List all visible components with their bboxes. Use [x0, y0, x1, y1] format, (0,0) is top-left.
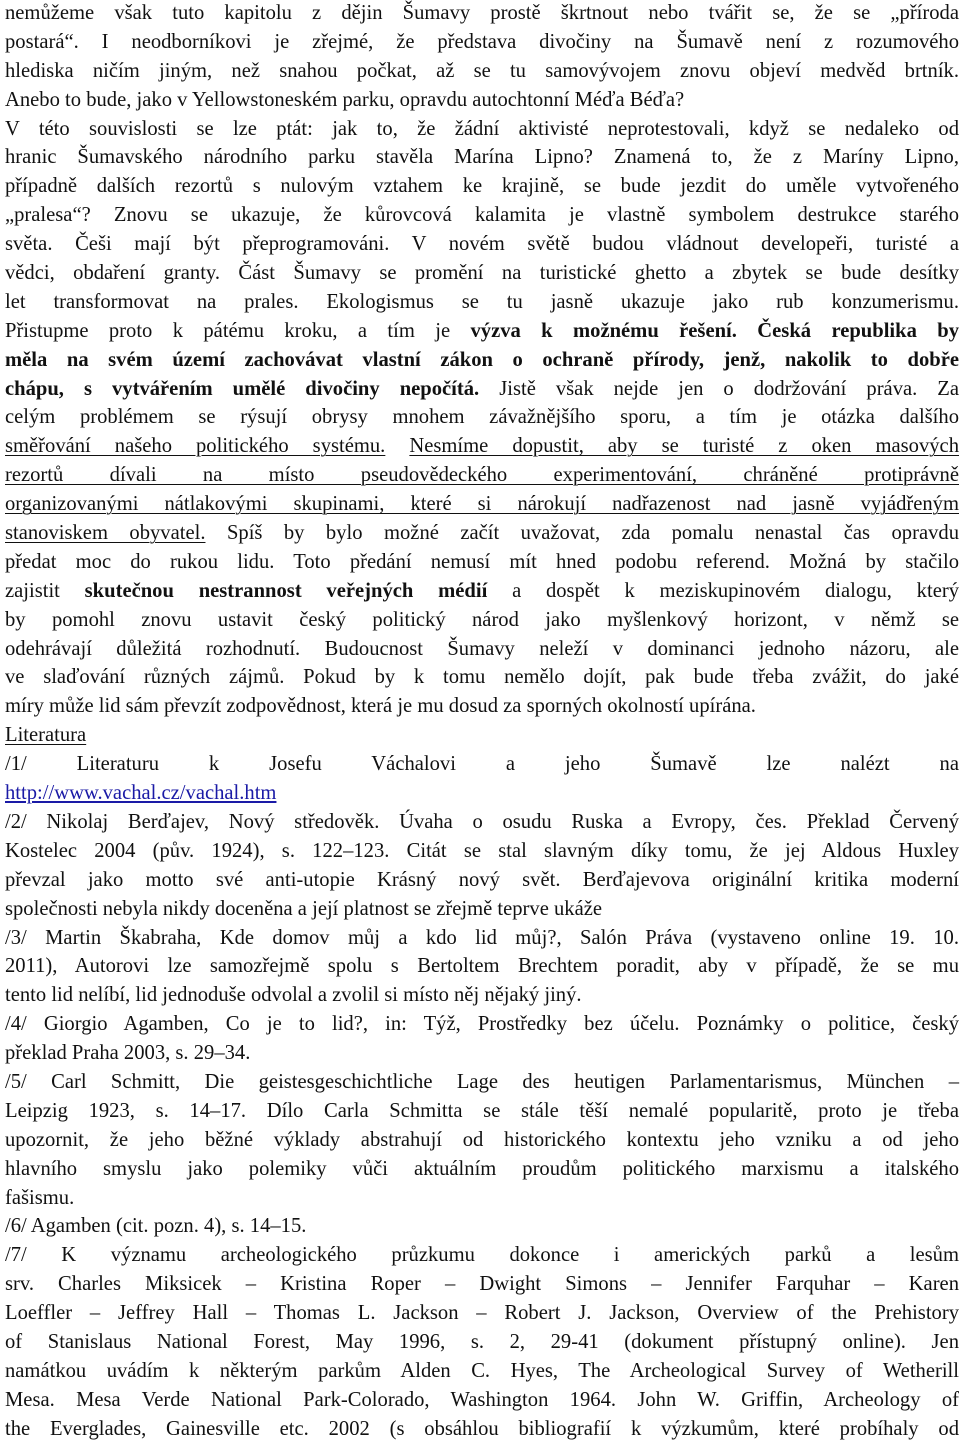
- text-line: [5, 606, 959, 635]
- text-line: [5, 375, 959, 404]
- text-segment: hlavního smyslu jako polemiky vůči aktuálním proudům politického marxismu a italského: [5, 1157, 959, 1180]
- text-line: [5, 1039, 959, 1068]
- text-segment: hlediska ničím jiným, než snahou počkat, až se tu samovývojem znovu objeví medvěd brtník.: [5, 59, 959, 82]
- text-segment: 2011), Autorovi lze samozřejmě spolu s Bertoltem Brechtem poradit, aby v případě, že se mu: [5, 955, 959, 978]
- text-segment: /5/ Carl Schmitt, Die geistesgeschichtliche Lage des heutigen Parlamentarismus, München –: [5, 1070, 959, 1093]
- underlined-text: směřování našeho politického systému.: [5, 435, 386, 458]
- text-segment: odehrávají důležitá rozhodnutí. Budoucnost Šumavy neleží v dominanci jednoho názoru, ale: [5, 637, 959, 660]
- text-segment: fašismu.: [5, 1186, 75, 1209]
- text-line: [5, 721, 959, 750]
- text-line: [5, 635, 959, 664]
- text-segment: the Everglades, Gainesville etc. 2002 (s obsáhlou bibliografií k výzkumům, které probíhaly od: [5, 1417, 959, 1440]
- text-segment: Leipzig 1923, s. 14–17. Dílo Carla Schmitta se stále těší nemalé popularitě, proto je třeba: [5, 1099, 959, 1122]
- text-segment: namátkou uvádím k některým parkům Alden C. Hyes, The Archeological Survey of Wetherill: [5, 1359, 959, 1382]
- text-segment: upozornit, že jeho běžné výklady abstrahují od historického kontextu jeho vzniku a od jeho: [5, 1128, 959, 1151]
- text-segment: vědci, obdaření granty. Část Šumavy se promění na turistické ghetto a zbytek se bude desítky: [5, 262, 959, 285]
- text-line: [5, 201, 959, 230]
- text-line: [5, 663, 959, 692]
- text-line: [5, 577, 959, 606]
- text-line: [5, 692, 959, 721]
- text-segment: /6/ Agamben (cit. pozn. 4), s. 14–15.: [5, 1215, 307, 1238]
- text-line: [5, 895, 959, 924]
- text-line: [5, 172, 959, 201]
- text-line: [5, 317, 959, 346]
- text-line: [5, 1415, 959, 1444]
- underlined-text: Nesmíme dopustit, aby se turisté z oken masových: [409, 435, 959, 458]
- text-line: [5, 1299, 959, 1328]
- text-segment: míry může lid sám převzít zodpovědnost, která je mu dosud za sporných okolností upírána.: [5, 695, 756, 718]
- text-segment: by pomohl znovu ustavit český politický národ jako myšlenkový horizont, v němž se: [5, 608, 959, 631]
- text-segment: převzal jako motto své anti-utopie Krásný nový svět. Berďajevova originální kritika moderní: [5, 868, 959, 891]
- underlined-text: stanoviskem obyvatel.: [5, 522, 206, 545]
- text-line: [5, 432, 959, 461]
- bold-text: Česká republika by: [757, 319, 960, 342]
- text-line: [5, 230, 959, 259]
- text-line: [5, 1357, 959, 1386]
- text-segment: Loeffler – Jeffrey Hall – Thomas L. Jackson – Robert J. Jackson, Overview of the Prehistory: [5, 1302, 959, 1325]
- text-line: [5, 1010, 959, 1039]
- text-segment: /3/ Martin Škabraha, Kde domov můj a kdo lid můj?, Salón Práva (vystaveno online 19. 10.: [5, 926, 959, 949]
- text-segment: let transformovat na prales. Ekologismus se tu jasně ukazuje jako rub konzumerismu.: [5, 290, 959, 313]
- text-line: [5, 1126, 959, 1155]
- underlined-text: rezortů dívali na místo pseudovědeckého experimentování, chráněné protiprávně: [5, 464, 959, 487]
- underlined-text: organizovanými nátlakovými skupinami, které si nárokují nadřazenost nad jasně vyjádřeným: [5, 493, 959, 516]
- text-line: [5, 808, 959, 837]
- text-segment: Anebo to bude, jako v Yellowstoneském parku, opravdu autochtonní Méďa Béďa?: [5, 88, 685, 111]
- text-line: [5, 779, 959, 808]
- text-segment: předat moc do rukou lidu. Toto předání nemusí mít hned podobu referend. Možná by stačilo: [5, 550, 959, 573]
- text-segment: /2/ Nikolaj Berďajev, Nový středověk. Úvaha o osudu Ruska a Evropy, čes. Překlad Červený: [5, 810, 959, 833]
- text-segment: zajistit: [5, 579, 85, 602]
- text-segment: Přistupme proto k pátému kroku, a tím je: [5, 319, 471, 342]
- text-line: [5, 259, 959, 288]
- text-segment: [385, 435, 409, 457]
- text-line: [5, 1155, 959, 1184]
- bold-text: chápu, s vytvářením umělé divočiny nepočítá.: [5, 377, 480, 400]
- text-segment: Spíš by bylo možné začít uvažovat, zda pomalu nenastal čas opravdu: [205, 522, 959, 545]
- text-segment: a dospět k meziskupinovém dialogu, který: [487, 579, 959, 602]
- text-segment: Jistě však nejde jen o dodržování práva. Za: [479, 377, 960, 400]
- text-segment: tento lid nelíbí, lid jednoduše odvolal a zvolil si místo něj nějaký jiný.: [5, 984, 582, 1007]
- text-line: [5, 1212, 959, 1241]
- text-line: [5, 28, 959, 57]
- text-line: [5, 1184, 959, 1213]
- text-line: [5, 461, 959, 490]
- underlined-text: Literatura: [5, 724, 87, 747]
- text-segment: /7/ K významu archeologického průzkumu dokonce i amerických parků a lesům: [5, 1244, 959, 1267]
- text-line: [5, 1241, 959, 1270]
- text-line: [5, 288, 959, 317]
- text-line: [5, 1068, 959, 1097]
- text-line: [5, 346, 959, 375]
- text-line: [5, 952, 959, 981]
- hyperlink[interactable]: http://www.vachal.cz/vachal.htm: [5, 782, 277, 805]
- text-segment: srv. Charles Miksicek – Kristina Roper – Dwight Simons – Jennifer Farquhar – Karen: [5, 1273, 959, 1296]
- text-segment: společnosti nebyla nikdy doceněna a její platnost se zřejmě teprve ukáže: [5, 897, 602, 920]
- text-line: [5, 1097, 959, 1126]
- text-segment: postará“. I neodborníkovi je zřejmé, že představa divočiny na Šumavě není z rozumového: [5, 30, 959, 53]
- text-line: [5, 519, 959, 548]
- bold-text: měla na svém území zachovávat vlastní zákon o ochraně přírody, jenž, nakolik to dobře: [5, 348, 959, 371]
- text-segment: nemůžeme však tuto kapitolu z dějin Šumavy prostě škrtnout nebo tvářit se, že se „příroda: [5, 2, 959, 24]
- text-segment: světa. Češi mají být přeprogramováni. V novém světě budou vládnout developeři, turisté a: [5, 233, 959, 256]
- text-line: [5, 1386, 959, 1415]
- text-line: [5, 143, 959, 172]
- text-segment: [737, 320, 757, 342]
- text-segment: překlad Praha 2003, s. 29–34.: [5, 1042, 251, 1065]
- bold-text: skutečnou nestrannost veřejných médií: [84, 579, 488, 602]
- text-line: [5, 981, 959, 1010]
- text-line: [5, 548, 959, 577]
- text-line: [5, 866, 959, 895]
- text-line: [5, 750, 959, 779]
- text-line: [5, 924, 959, 953]
- text-line: [5, 115, 959, 144]
- text-segment: Mesa. Mesa Verde National Park-Colorado, Washington 1964. John W. Griffin, Archeology of: [5, 1388, 959, 1411]
- text-line: [5, 0, 959, 28]
- text-segment: Kostelec 2004 (pův. 1924), s. 122–123. Citát se stal slavným díky tomu, že jej Aldous Huxley: [5, 839, 959, 862]
- text-segment: celým problémem se rýsují obrysy mnohem závažnějšího sporu, a tím je otázka dalšího: [5, 406, 959, 429]
- text-segment: hranic Šumavského národního parku stavěla Marína Lipno? Znamená to, že z Maríny Lipno,: [5, 146, 959, 169]
- text-line: [5, 86, 959, 115]
- bold-text: výzva k možnému řešení.: [470, 319, 737, 342]
- text-line: [5, 837, 959, 866]
- text-segment: „pralesa“? Znovu se ukazuje, že kůrovcová kalamita je vlastně symbolem destrukce starého: [5, 204, 959, 227]
- text-segment: /4/ Giorgio Agamben, Co je to lid?, in: Týž, Prostředky bez účelu. Poznámky o politice, český: [5, 1013, 959, 1036]
- text-line: [5, 57, 959, 86]
- text-segment: /1/ Literaturu k Josefu Váchalovi a jeho Šumavě lze nalézt na: [5, 753, 959, 776]
- text-segment: V této souvislosti se lze ptát: jak to, že žádní aktivisté neprotestovali, když se nedaleko od: [5, 117, 959, 140]
- text-line: [5, 403, 959, 432]
- text-segment: případně dalších rezortů s nulovým vztahem ke krajině, se bude jezdit do uměle vytvořeného: [5, 175, 959, 198]
- text-segment: ve slaďování různých zájmů. Pokud by k tomu nemělo dojít, pak bude třeba zvážit, do jaké: [5, 666, 959, 689]
- text-line: [5, 1328, 959, 1357]
- text-line: [5, 1270, 959, 1299]
- text-line: [5, 490, 959, 519]
- text-segment: of Stanislaus National Forest, May 1996, s. 2, 29-41 (dokument přístupný online). Jen: [5, 1330, 959, 1353]
